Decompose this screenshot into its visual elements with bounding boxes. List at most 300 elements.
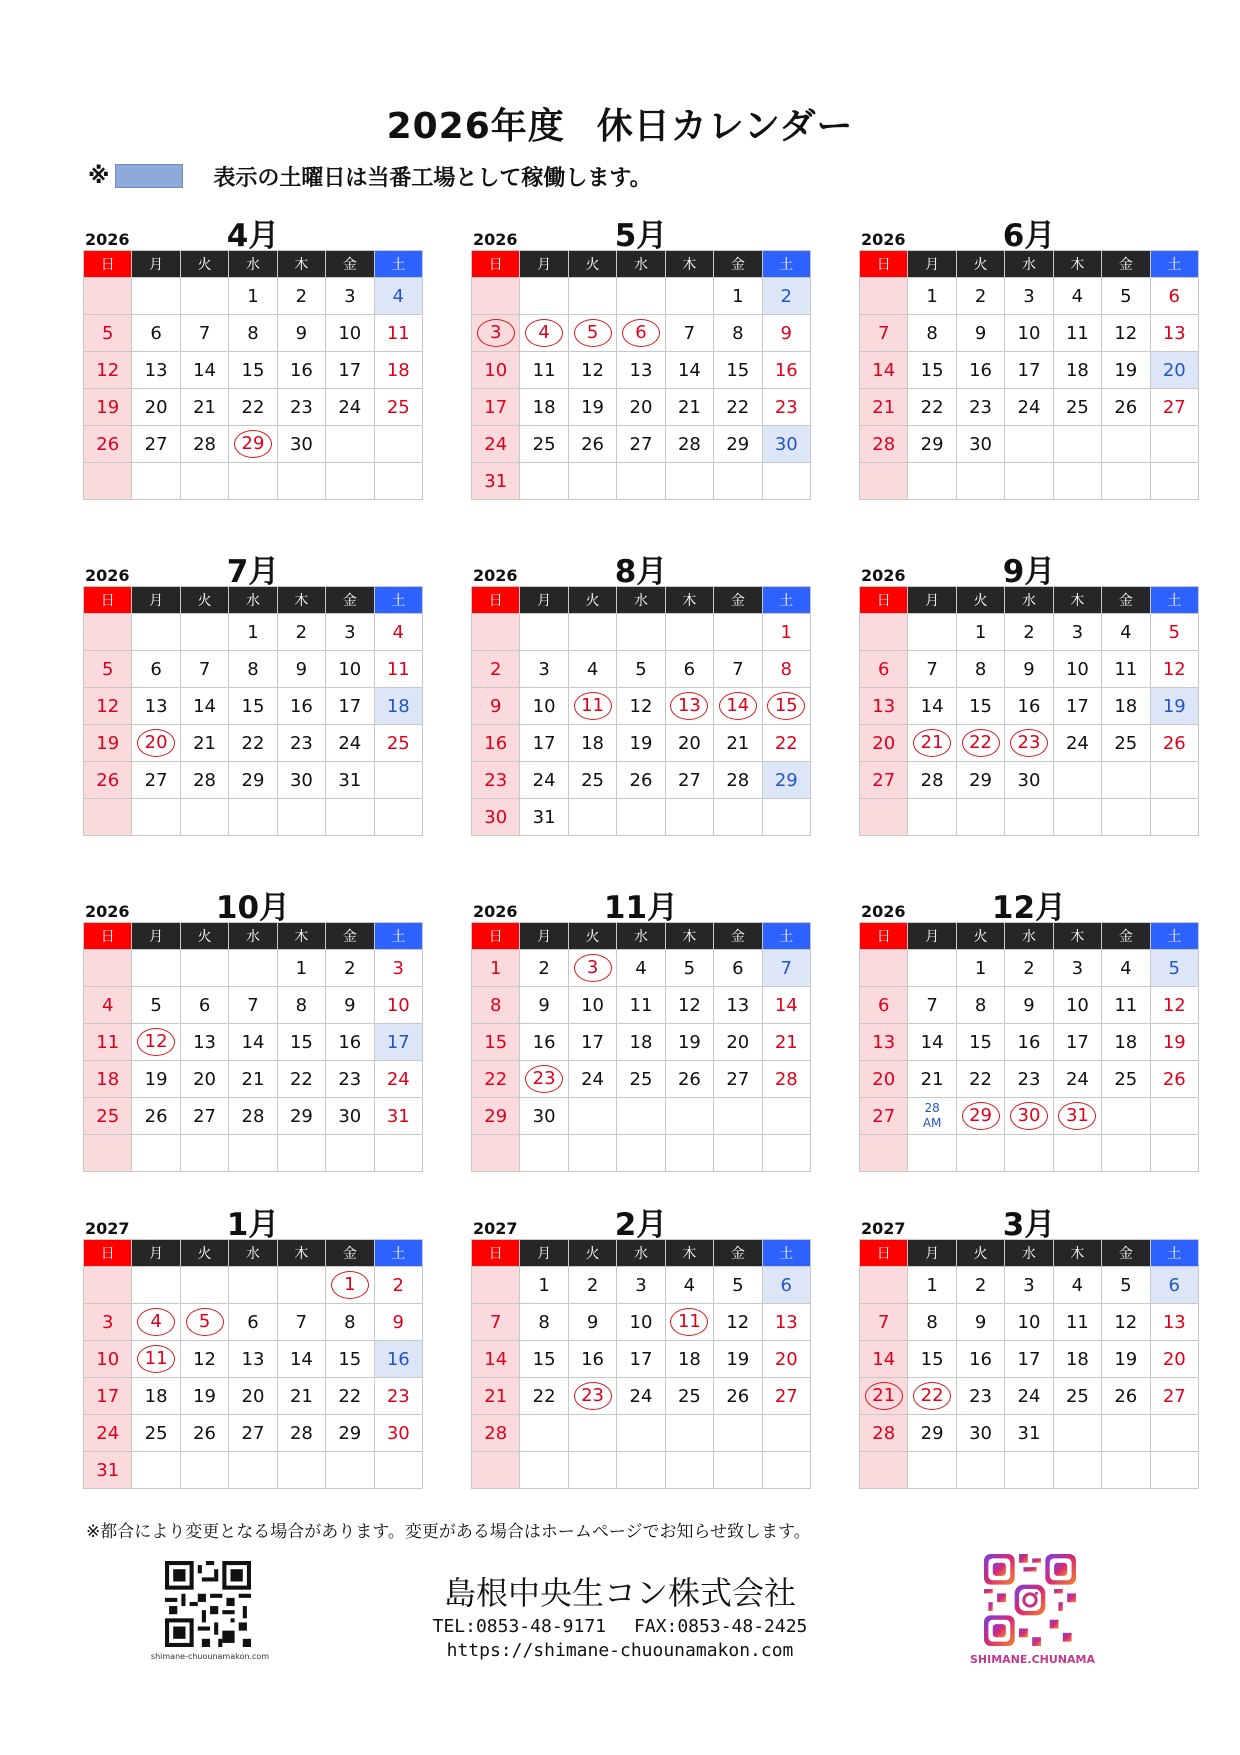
week-row [472, 1135, 811, 1172]
weekday-label: 火 [180, 1240, 228, 1267]
day-cell [860, 1135, 908, 1172]
day-cell: 26 [1102, 1378, 1150, 1415]
weekday-label: 水 [229, 923, 277, 950]
week-row [860, 1378, 1199, 1415]
day-cell [1053, 463, 1101, 500]
day-cell: 9 [762, 315, 810, 352]
day-cell [132, 950, 180, 987]
day-cell: 3 [520, 651, 568, 688]
week-row [84, 1061, 423, 1098]
day-cell: 31 [520, 799, 568, 836]
weekday-label: 土 [762, 1240, 810, 1267]
day-cell: 2 [277, 278, 325, 315]
month-table [859, 1239, 1199, 1489]
day-cell [326, 799, 374, 836]
day-cell: 4 [665, 1267, 713, 1304]
day-cell: 10 [374, 987, 422, 1024]
day-cell: 30 [762, 426, 810, 463]
month-name: 1月 [226, 1207, 280, 1243]
day-cell: 14 [860, 1341, 908, 1378]
day-cell: 24 [617, 1378, 665, 1415]
weekday-label: 水 [1005, 251, 1053, 278]
day-cell: 12 [1102, 1304, 1150, 1341]
day-cell: 21 [180, 389, 228, 426]
day-cell [229, 799, 277, 836]
month-table [859, 922, 1199, 1172]
week-row [84, 1378, 423, 1415]
day-cell: 2 [1005, 950, 1053, 987]
day-cell: 3 [1053, 614, 1101, 651]
day-cell: 13 [617, 352, 665, 389]
day-cell [1150, 762, 1198, 799]
day-cell [860, 614, 908, 651]
day-cell: 23 [472, 762, 520, 799]
weekday-label: 月 [520, 587, 568, 614]
holiday-marker: 23 [525, 1065, 563, 1093]
half-day-note: AM [922, 1116, 942, 1130]
weekday-label: 金 [326, 1240, 374, 1267]
day-cell [132, 463, 180, 500]
day-cell: 1 [956, 950, 1004, 987]
month-table [471, 586, 811, 836]
day-cell [472, 278, 520, 315]
day-cell: 22 [908, 389, 956, 426]
day-cell: 8 [908, 315, 956, 352]
day-cell: 25 [520, 426, 568, 463]
title-text: 休日カレンダー [596, 106, 854, 147]
week-row [860, 1098, 1199, 1135]
day-cell [617, 1135, 665, 1172]
day-cell [908, 1098, 956, 1135]
day-cell [1053, 799, 1101, 836]
weekday-label: 水 [229, 251, 277, 278]
website-qr-caption: shimane-chuounamakon.com [150, 1652, 270, 1661]
day-cell [908, 725, 956, 762]
weekday-label: 水 [617, 251, 665, 278]
day-cell [520, 1135, 568, 1172]
day-cell [180, 278, 228, 315]
week-row [472, 799, 811, 836]
day-cell [84, 799, 132, 836]
week-row [84, 463, 423, 500]
legend-mark: ※ [88, 163, 110, 189]
day-cell: 19 [84, 725, 132, 762]
day-cell: 13 [714, 987, 762, 1024]
day-cell: 15 [229, 688, 277, 725]
day-cell: 2 [374, 1267, 422, 1304]
day-cell: 7 [180, 315, 228, 352]
day-cell: 10 [472, 352, 520, 389]
weekday-label: 木 [1053, 587, 1101, 614]
day-cell: 6 [229, 1304, 277, 1341]
weekday-label: 土 [374, 251, 422, 278]
day-cell: 19 [665, 1024, 713, 1061]
weekday-label: 木 [1053, 251, 1101, 278]
day-cell: 2 [520, 950, 568, 987]
holiday-marker: 3 [574, 954, 612, 982]
day-cell [277, 799, 325, 836]
week-row [472, 1341, 811, 1378]
weekday-label: 月 [132, 587, 180, 614]
day-cell: 21 [277, 1378, 325, 1415]
title-year: 2026年度 [386, 106, 565, 147]
day-cell [1005, 426, 1053, 463]
day-cell [568, 799, 616, 836]
day-cell: 26 [1102, 389, 1150, 426]
day-cell: 26 [617, 762, 665, 799]
month-name: 9月 [1002, 554, 1056, 590]
day-cell: 9 [374, 1304, 422, 1341]
day-cell: 20 [860, 1061, 908, 1098]
day-cell [277, 1452, 325, 1489]
week-row [472, 389, 811, 426]
day-cell [472, 315, 520, 352]
day-cell: 21 [472, 1378, 520, 1415]
holiday-marker: 14 [719, 692, 757, 720]
day-cell [762, 688, 810, 725]
day-cell: 29 [908, 426, 956, 463]
day-cell: 13 [132, 352, 180, 389]
day-cell: 19 [617, 725, 665, 762]
day-cell: 5 [132, 987, 180, 1024]
month-header [471, 882, 811, 926]
day-cell: 31 [84, 1452, 132, 1489]
day-cell: 8 [956, 987, 1004, 1024]
day-cell: 31 [472, 463, 520, 500]
day-cell: 14 [860, 352, 908, 389]
day-cell [665, 463, 713, 500]
day-cell [180, 799, 228, 836]
weekday-label: 木 [277, 587, 325, 614]
day-cell: 14 [472, 1341, 520, 1378]
month-year: 2026 [85, 566, 130, 585]
weekday-label: 土 [1150, 587, 1198, 614]
day-cell: 30 [956, 426, 1004, 463]
weekday-label: 火 [180, 251, 228, 278]
day-cell: 25 [568, 762, 616, 799]
day-cell [520, 278, 568, 315]
day-cell [374, 426, 422, 463]
day-cell: 28 [908, 762, 956, 799]
day-cell: 15 [908, 352, 956, 389]
month-table [83, 1239, 423, 1489]
weekday-label: 木 [1053, 1240, 1101, 1267]
day-cell: 3 [617, 1267, 665, 1304]
page-title [0, 98, 1240, 149]
weekday-label: 月 [132, 923, 180, 950]
day-cell: 19 [1102, 352, 1150, 389]
weekday-label: 日 [860, 251, 908, 278]
weekday-label: 火 [568, 1240, 616, 1267]
day-cell [860, 1378, 908, 1415]
day-cell: 29 [472, 1098, 520, 1135]
month-name: 12月 [991, 890, 1067, 926]
day-cell: 26 [132, 1098, 180, 1135]
day-cell: 7 [472, 1304, 520, 1341]
holiday-marker: 20 [137, 729, 175, 757]
day-cell: 26 [714, 1378, 762, 1415]
day-cell [132, 1341, 180, 1378]
day-cell [714, 463, 762, 500]
weekday-label: 月 [520, 923, 568, 950]
day-cell: 8 [326, 1304, 374, 1341]
day-cell [520, 614, 568, 651]
day-cell [374, 1452, 422, 1489]
day-cell: 7 [229, 987, 277, 1024]
day-cell [568, 463, 616, 500]
weekday-label: 火 [180, 923, 228, 950]
month-name: 10月 [215, 890, 291, 926]
day-cell: 20 [1150, 352, 1198, 389]
day-cell [568, 1098, 616, 1135]
day-cell: 21 [762, 1024, 810, 1061]
holiday-marker: 11 [137, 1345, 175, 1373]
month-year: 2026 [861, 230, 906, 249]
instagram-qr-caption: SHIMANE.CHUNAMA [970, 1653, 1095, 1666]
day-cell [84, 1267, 132, 1304]
holiday-marker: 29 [962, 1102, 1000, 1130]
day-cell: 20 [132, 389, 180, 426]
holiday-marker: 3 [477, 319, 515, 347]
day-cell [665, 1098, 713, 1135]
week-row [472, 352, 811, 389]
day-cell: 25 [132, 1415, 180, 1452]
weekday-label: 金 [1102, 251, 1150, 278]
day-cell: 24 [84, 1415, 132, 1452]
week-row [860, 651, 1199, 688]
holiday-marker: 23 [1010, 729, 1048, 757]
weekday-label: 土 [374, 923, 422, 950]
day-cell: 26 [84, 762, 132, 799]
day-cell [132, 278, 180, 315]
day-cell: 11 [1053, 315, 1101, 352]
day-cell: 1 [908, 1267, 956, 1304]
day-cell: 27 [665, 762, 713, 799]
day-cell: 12 [568, 352, 616, 389]
weekday-label: 月 [908, 1240, 956, 1267]
day-cell [956, 1098, 1004, 1135]
day-cell: 5 [617, 651, 665, 688]
day-cell [568, 688, 616, 725]
day-cell: 8 [762, 651, 810, 688]
day-cell [180, 1304, 228, 1341]
day-cell [908, 799, 956, 836]
month-year: 2026 [85, 902, 130, 921]
day-cell: 23 [277, 389, 325, 426]
day-cell: 26 [1150, 725, 1198, 762]
week-row [860, 426, 1199, 463]
day-cell: 3 [1053, 950, 1101, 987]
day-cell: 28 [229, 1098, 277, 1135]
day-cell: 4 [374, 614, 422, 651]
day-cell: 5 [665, 950, 713, 987]
day-cell: 9 [1005, 651, 1053, 688]
day-cell [617, 278, 665, 315]
day-cell: 2 [277, 614, 325, 651]
day-cell: 8 [714, 315, 762, 352]
day-cell: 27 [762, 1378, 810, 1415]
legend-swatch [115, 164, 183, 188]
day-cell: 11 [374, 651, 422, 688]
week-row [472, 1098, 811, 1135]
day-cell [229, 950, 277, 987]
day-cell [908, 463, 956, 500]
day-cell: 3 [84, 1304, 132, 1341]
weekday-label: 土 [374, 1240, 422, 1267]
week-row [84, 651, 423, 688]
day-cell: 7 [908, 987, 956, 1024]
week-row [84, 762, 423, 799]
week-row [472, 426, 811, 463]
day-cell: 27 [860, 762, 908, 799]
day-cell: 21 [908, 1061, 956, 1098]
weekday-label: 水 [617, 1240, 665, 1267]
weekday-label: 土 [1150, 1240, 1198, 1267]
weekday-label: 火 [956, 587, 1004, 614]
day-cell: 23 [326, 1061, 374, 1098]
day-cell: 12 [1102, 315, 1150, 352]
day-cell: 19 [1150, 1024, 1198, 1061]
day-cell: 29 [714, 426, 762, 463]
day-cell: 8 [908, 1304, 956, 1341]
week-row [860, 1061, 1199, 1098]
day-cell [84, 614, 132, 651]
weekday-label: 火 [568, 587, 616, 614]
day-cell: 7 [277, 1304, 325, 1341]
day-cell: 24 [1053, 1061, 1101, 1098]
day-cell: 24 [1005, 389, 1053, 426]
day-cell: 27 [1150, 389, 1198, 426]
weekday-label: 日 [84, 923, 132, 950]
day-cell [132, 1024, 180, 1061]
day-cell [617, 1452, 665, 1489]
day-cell: 30 [277, 426, 325, 463]
holiday-marker: 23 [574, 1382, 612, 1410]
week-row [472, 725, 811, 762]
day-cell: 16 [568, 1341, 616, 1378]
day-cell: 9 [277, 651, 325, 688]
day-cell [1053, 1098, 1101, 1135]
week-row [860, 799, 1199, 836]
day-cell: 25 [1102, 725, 1150, 762]
week-row [84, 688, 423, 725]
day-cell: 17 [520, 725, 568, 762]
day-cell: 3 [374, 950, 422, 987]
day-cell: 18 [520, 389, 568, 426]
day-cell: 9 [956, 1304, 1004, 1341]
day-cell: 28 [180, 762, 228, 799]
month-header [859, 210, 1199, 254]
day-cell [860, 1452, 908, 1489]
day-cell: 2 [956, 1267, 1004, 1304]
day-cell [617, 463, 665, 500]
month-name: 8月 [614, 554, 668, 590]
day-cell: 14 [908, 688, 956, 725]
day-cell: 15 [277, 1024, 325, 1061]
weekday-label: 日 [472, 587, 520, 614]
week-row [860, 1304, 1199, 1341]
day-cell: 18 [374, 352, 422, 389]
day-cell: 11 [84, 1024, 132, 1061]
day-cell [714, 1415, 762, 1452]
week-row [472, 278, 811, 315]
day-cell: 30 [956, 1415, 1004, 1452]
day-cell [180, 463, 228, 500]
holiday-marker: 21 [865, 1382, 903, 1410]
day-cell: 18 [84, 1061, 132, 1098]
month-header [859, 882, 1199, 926]
day-cell: 16 [956, 1341, 1004, 1378]
day-cell [860, 463, 908, 500]
day-cell: 8 [229, 315, 277, 352]
holiday-marker: 31 [1058, 1102, 1096, 1130]
day-cell [229, 1135, 277, 1172]
weekday-label: 金 [714, 251, 762, 278]
month-name: 7月 [226, 554, 280, 590]
day-cell: 5 [84, 651, 132, 688]
week-row [472, 651, 811, 688]
day-number: 28 [924, 1101, 940, 1115]
weekday-label: 金 [326, 251, 374, 278]
day-cell [568, 1415, 616, 1452]
day-cell: 23 [277, 725, 325, 762]
week-row [860, 315, 1199, 352]
day-cell [132, 1135, 180, 1172]
day-cell: 1 [229, 278, 277, 315]
day-cell [956, 1452, 1004, 1489]
week-row [84, 315, 423, 352]
day-cell: 9 [568, 1304, 616, 1341]
day-cell: 6 [180, 987, 228, 1024]
day-cell: 20 [860, 725, 908, 762]
day-cell: 12 [180, 1341, 228, 1378]
footer-note: ※都合により変更となる場合があります。変更がある場合はホームページでお知らせ致します。 [86, 1522, 811, 1542]
day-cell: 25 [374, 725, 422, 762]
day-cell: 7 [180, 651, 228, 688]
day-cell: 26 [84, 426, 132, 463]
day-cell [1102, 1098, 1150, 1135]
week-row [84, 1452, 423, 1489]
day-cell [714, 1452, 762, 1489]
website-link[interactable]: https://shimane-chuounamakon.com [446, 1640, 794, 1661]
day-cell: 10 [326, 315, 374, 352]
day-cell [860, 278, 908, 315]
day-cell: 22 [472, 1061, 520, 1098]
week-row [860, 278, 1199, 315]
day-cell [617, 1415, 665, 1452]
month-calendar [859, 1199, 1199, 1489]
day-cell [132, 614, 180, 651]
month-name: 6月 [1002, 218, 1056, 254]
day-cell: 28 [180, 426, 228, 463]
week-row [860, 950, 1199, 987]
day-cell: 19 [132, 1061, 180, 1098]
day-cell: 8 [520, 1304, 568, 1341]
day-cell [180, 950, 228, 987]
day-cell: 17 [1053, 688, 1101, 725]
week-row [472, 987, 811, 1024]
day-cell: 17 [617, 1341, 665, 1378]
day-cell: 13 [132, 688, 180, 725]
day-cell: 24 [472, 426, 520, 463]
month-year: 2027 [85, 1219, 130, 1238]
month-year: 2027 [473, 1219, 518, 1238]
day-cell: 6 [860, 651, 908, 688]
day-cell [472, 614, 520, 651]
day-cell [1102, 762, 1150, 799]
week-row [860, 987, 1199, 1024]
day-cell: 3 [1005, 1267, 1053, 1304]
